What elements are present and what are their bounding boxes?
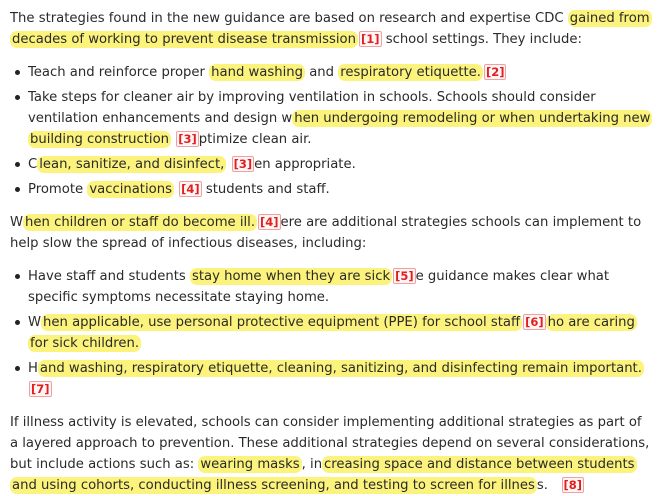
list-item <box>28 312 652 354</box>
reference-marker[interactable]: [6] <box>525 315 544 329</box>
reference-marker[interactable]: [4] <box>260 215 279 229</box>
list-item <box>28 87 652 150</box>
highlighted-span: vaccinations <box>89 182 172 197</box>
highlighted-span: ho are caring for sick children. <box>30 315 635 351</box>
highlighted-span: and washing, respiratory etiquette, cleaning, sanitizing, and disinfecting remain important. <box>39 361 642 376</box>
highlighted-span: hen children or staff do become ill. <box>25 215 256 230</box>
reference-marker[interactable]: [3] <box>178 132 197 146</box>
highlighted-span: creasing space and distance between students and using cohorts, conducting illness screening, and testing to screen for illnes <box>12 457 635 493</box>
highlighted-span: hand washing <box>211 65 304 80</box>
intro-paragraph <box>10 8 652 50</box>
reference-marker[interactable]: [8] <box>563 478 583 492</box>
list-item <box>28 179 652 200</box>
reference-marker[interactable]: [7] <box>31 382 50 396</box>
text-span: W <box>28 315 42 330</box>
text-span: ere are additional strategies schools can implement to help slow the spread of infectious diseases, including: <box>10 215 642 251</box>
text-span: s. <box>536 478 548 493</box>
text-span: W <box>10 215 24 230</box>
list-item <box>28 154 652 175</box>
illness-paragraph <box>10 212 652 254</box>
text-span: ptimize clean air. <box>198 132 312 147</box>
reference-marker[interactable]: [2] <box>485 65 505 79</box>
highlighted-span: wearing masks <box>200 457 300 472</box>
reference-marker[interactable]: [1] <box>360 32 380 46</box>
text-span: Teach and reinforce proper <box>28 65 210 80</box>
text-span: If illness activity is elevated, schools can consider implementing additional strategies as part of a layered approach to prevention. These additional strategies depend on several considerations, but include actions such as: <box>10 415 650 472</box>
list-item <box>28 358 652 400</box>
layered-prevention-paragraph <box>10 412 652 496</box>
text-span: students and staff. <box>201 182 330 197</box>
text-span: Take steps for cleaner air by improving ventilation in schools. Schools should consider ventilation enhancements and design w <box>28 90 596 126</box>
highlighted-span: hen undergoing remodeling or when undertaking new building construction <box>30 111 651 147</box>
text-span: H <box>28 361 38 376</box>
text-span: C <box>28 157 38 172</box>
highlighted-span: hen applicable, use personal protective equipment (PPE) for school staff <box>43 315 521 330</box>
reference-marker[interactable]: [5] <box>395 269 414 283</box>
text-span: and <box>305 65 339 80</box>
strategy-list <box>10 62 652 200</box>
text-span: The strategies found in the new guidance are based on research and expertise CDC <box>10 11 568 26</box>
text-span: , in <box>301 457 323 472</box>
highlighted-span: respiratory etiquette. <box>340 65 481 80</box>
reference-marker[interactable]: [4] <box>181 182 200 196</box>
list-item <box>28 62 652 83</box>
text-span: e guidance makes clear what specific symptoms necessitate staying home. <box>28 269 610 305</box>
text-span: school settings. They include: <box>381 32 582 47</box>
highlighted-span: gained from decades of working to prevent disease transmission <box>12 11 650 47</box>
list-item <box>28 266 652 308</box>
highlighted-span: stay home when they are sick <box>192 269 391 284</box>
text-span: en appropriate. <box>254 157 356 172</box>
text-span: Promote <box>28 182 88 197</box>
additional-strategy-list <box>10 266 652 400</box>
reference-marker[interactable]: [3] <box>233 157 253 171</box>
highlighted-span: lean, sanitize, and disinfect, <box>39 157 225 172</box>
text-span: Have staff and students <box>28 269 190 284</box>
